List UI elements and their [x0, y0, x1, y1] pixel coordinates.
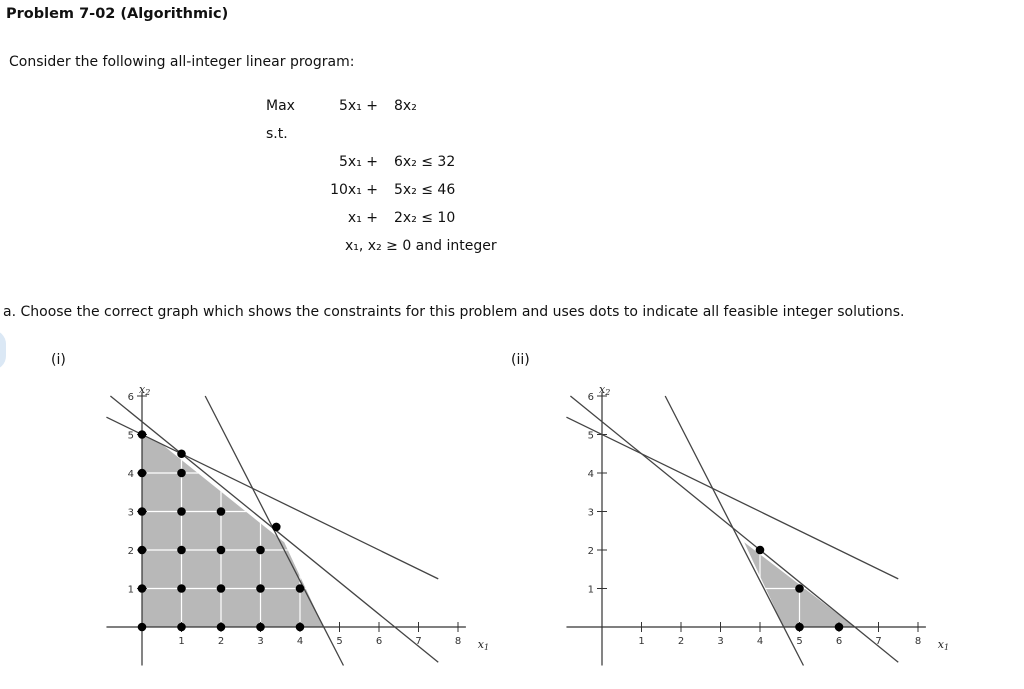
integer-point	[217, 507, 226, 516]
y-tick-label: 1	[587, 584, 594, 596]
y-axis-label: x2	[599, 383, 611, 397]
integer-point	[177, 507, 186, 516]
x-tick-label: 8	[914, 636, 922, 647]
y-tick-label: 2	[127, 546, 134, 557]
integer-point	[296, 623, 305, 632]
y-tick-label: 6	[587, 392, 594, 403]
constraint-1-term-b: 6x₂ ≤ 32	[394, 154, 456, 170]
constraint-3-term-a: x₁ +	[347, 210, 378, 226]
constraint-line	[570, 396, 898, 662]
x-tick-label: 6	[375, 636, 383, 647]
integer-point	[177, 584, 186, 593]
question-a: a. Choose the correct graph which shows the constraints for this problem and uses dots to indicate all feasible integer solutions.	[3, 304, 905, 320]
integer-point	[138, 546, 147, 555]
option-ii-label[interactable]: (ii)	[511, 352, 530, 368]
integer-point	[138, 584, 147, 593]
x-tick-label: 4	[296, 636, 304, 647]
y-tick-label: 3	[127, 507, 134, 519]
constraint-2-term-a: 10x₁ +	[330, 182, 378, 198]
integer-point	[177, 449, 186, 458]
integer-point	[217, 623, 226, 632]
integer-point	[296, 584, 305, 593]
integer-point	[217, 584, 226, 593]
objective-term-a: 5x₁ +	[339, 98, 378, 114]
x-axis-label: x1	[937, 638, 950, 652]
feasible-region	[142, 435, 324, 628]
x-axis-label: x1	[477, 638, 490, 652]
y-tick-label: 1	[127, 584, 134, 596]
integer-point	[177, 623, 186, 632]
constraint-2-term-b: 5x₂ ≤ 46	[394, 182, 456, 198]
nonnegativity-constraint: x₁, x₂ ≥ 0 and integer	[345, 238, 497, 254]
constraint-3-term-b: 2x₂ ≤ 10	[394, 210, 456, 226]
integer-point	[256, 623, 265, 632]
y-tick-label: 5	[127, 430, 134, 442]
x-tick-label: 3	[717, 636, 724, 647]
integer-point	[795, 623, 804, 632]
integer-point	[217, 546, 226, 555]
constraint-line	[665, 396, 803, 666]
x-tick-label: 4	[756, 636, 764, 647]
intro-text: Consider the following all-integer linear program:	[9, 54, 355, 70]
x-tick-label: 7	[875, 636, 882, 647]
option-i-label[interactable]: (i)	[51, 352, 66, 368]
x-tick-label: 1	[178, 636, 185, 647]
y-tick-label: 6	[127, 392, 134, 403]
x-tick-label: 8	[454, 636, 462, 647]
integer-point	[138, 469, 147, 478]
x-tick-label: 1	[638, 636, 645, 647]
y-axis-label: x2	[139, 383, 151, 397]
constraint-line	[566, 417, 898, 579]
integer-point	[272, 523, 281, 532]
integer-point	[835, 623, 844, 632]
constraint-1-term-a: 5x₁ +	[339, 154, 378, 170]
integer-point	[756, 546, 765, 555]
y-tick-label: 5	[587, 430, 594, 442]
problem-title: Problem 7-02 (Algorithmic)	[6, 6, 229, 22]
y-tick-label: 4	[127, 469, 134, 480]
integer-point	[177, 469, 186, 478]
y-tick-label: 4	[587, 469, 594, 480]
option-i-graph[interactable]	[0, 355, 500, 675]
x-tick-label: 5	[796, 636, 803, 647]
x-tick-label: 2	[217, 636, 225, 647]
objective-term-b: 8x₂	[394, 98, 417, 114]
integer-point	[256, 584, 265, 593]
integer-point	[795, 584, 804, 593]
x-tick-label: 2	[677, 636, 685, 647]
y-tick-label: 2	[587, 546, 594, 557]
st-label: s.t.	[266, 126, 288, 142]
y-tick-label: 3	[587, 507, 594, 519]
integer-point	[138, 623, 147, 632]
max-label: Max	[266, 98, 295, 114]
x-tick-label: 3	[257, 636, 264, 647]
integer-point	[138, 507, 147, 516]
integer-point	[256, 546, 265, 555]
x-tick-label: 5	[336, 636, 343, 647]
linear-program	[0, 0, 1024, 270]
integer-point	[138, 430, 147, 439]
x-tick-label: 7	[415, 636, 422, 647]
option-ii-graph[interactable]	[460, 355, 960, 675]
integer-point	[177, 546, 186, 555]
x-tick-label: 6	[835, 636, 843, 647]
